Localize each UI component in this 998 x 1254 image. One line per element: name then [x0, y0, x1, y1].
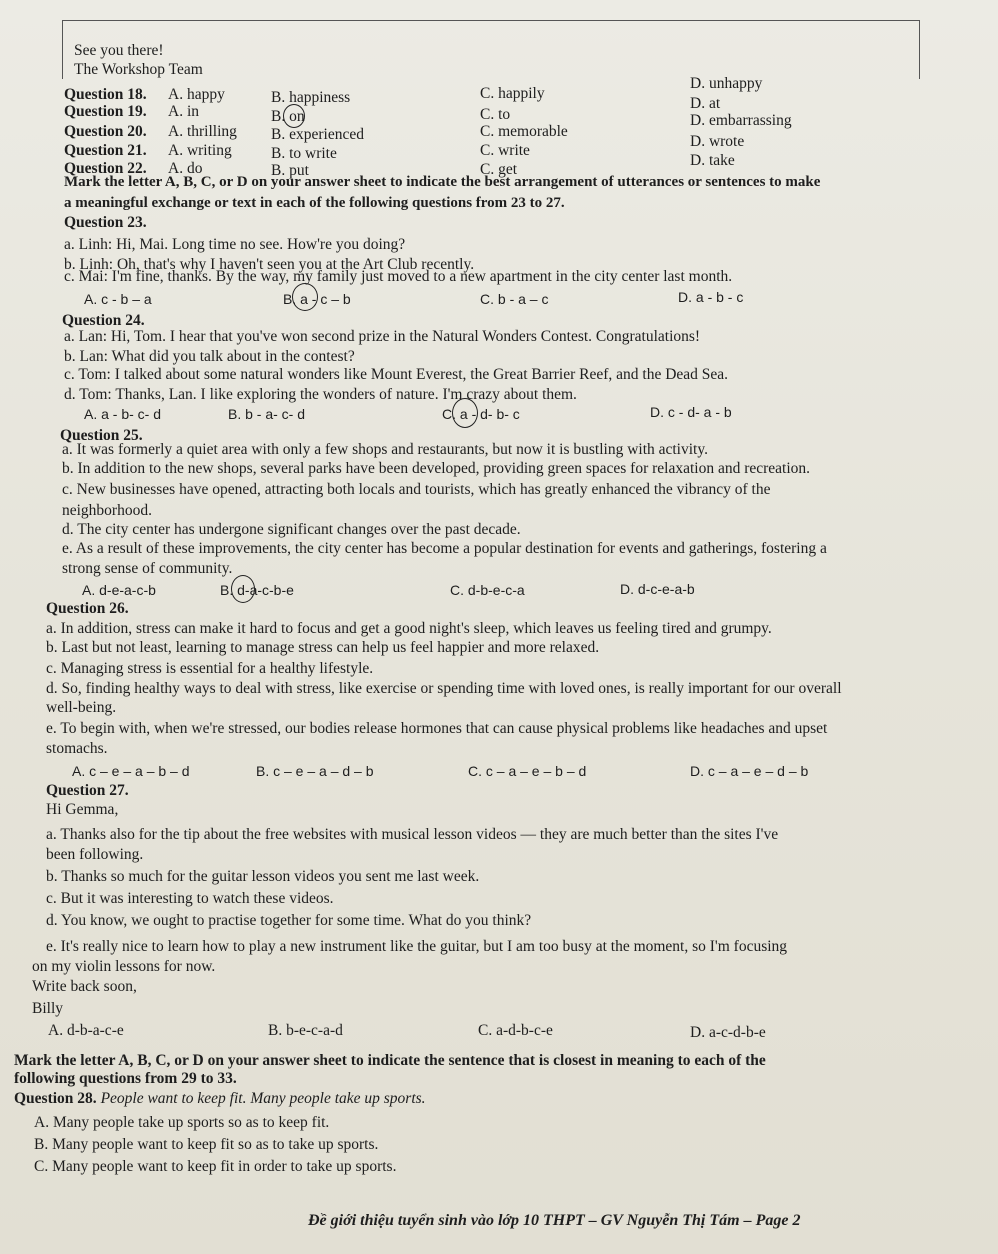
q24-line-a: a. Lan: Hi, Tom. I hear that you've won second prize in the Natural Wonders Contest. Congratulations! [64, 328, 701, 345]
q28-option-c[interactable]: C. Many people want to keep fit in order to take up sports. [34, 1158, 397, 1175]
q18-option-b[interactable]: B. happiness [271, 89, 351, 106]
q24-line-d: d. Tom: Thanks, Lan. I like exploring the wonders of nature. I'm crazy about them. [64, 386, 577, 403]
q25-line-a: a. It was formerly a quiet area with only a few shops and restaurants, but now it is bustling with activity. [62, 441, 708, 458]
q24-option-b[interactable]: B. b - a- c- d [228, 406, 306, 422]
q24-line-b: b. Lan: What did you talk about in the contest? [64, 348, 355, 365]
q20-option-b[interactable]: B. experienced [271, 126, 364, 143]
instruction-23-27-line-1: Mark the letter A, B, C, or D on your answer sheet to indicate the best arrangement of utterances or sentences to make [64, 174, 821, 190]
q21-label: Question 21. [64, 142, 147, 159]
q18-option-a[interactable]: A. happy [168, 86, 225, 103]
q21-option-d[interactable]: D. wrote [690, 133, 745, 150]
q27-closing: Write back soon, [32, 978, 137, 995]
q28-option-b[interactable]: B. Many people want to keep fit so as to take up sports. [34, 1136, 379, 1153]
q19-answer-circle [283, 104, 305, 128]
q26-line-c: c. Managing stress is essential for a healthy lifestyle. [46, 660, 374, 677]
q23-line-c: c. Mai: I'm fine, thanks. By the way, my family just moved to a new apartment in the city center last month. [64, 268, 733, 285]
q24-option-d[interactable]: D. c - d- a - b [650, 404, 732, 420]
q27-option-d[interactable]: D. a-c-d-b-e [690, 1024, 766, 1041]
q27-line-e: e. It's really nice to learn how to play a new instrument like the guitar, but I am too busy at the moment, so I'm focusing [46, 938, 788, 955]
q27-signature: Billy [32, 1000, 64, 1017]
q25-option-c[interactable]: C. d-b-e-c-a [450, 582, 525, 598]
q26-line-d-cont: well-being. [46, 699, 117, 716]
q26-option-c[interactable]: C. c – a – e – b – d [468, 763, 587, 779]
q27-line-a-cont: been following. [46, 846, 144, 863]
q28-text: People want to keep fit. Many people take up sports. [100, 1090, 426, 1107]
q19-option-a[interactable]: A. in [168, 103, 199, 120]
q22-option-b[interactable]: B. put [271, 162, 309, 179]
q25-line-c-cont: neighborhood. [62, 502, 152, 519]
q26-title: Question 26. [46, 600, 129, 617]
q25-line-d: d. The city center has undergone significant changes over the past decade. [62, 521, 521, 538]
q22-option-d[interactable]: D. take [690, 152, 735, 169]
q23-answer-circle [292, 283, 318, 311]
q27-greeting: Hi Gemma, [46, 801, 119, 818]
q21-option-b[interactable]: B. to write [271, 145, 337, 162]
q18-label: Question 18. [64, 86, 147, 103]
q24-option-c[interactable]: C. a - d- b- c [442, 406, 520, 422]
q18-option-c[interactable]: C. happily [480, 85, 545, 102]
q26-line-a: a. In addition, stress can make it hard to focus and get a good night's sleep, which leaves us feeling tired and grumpy. [46, 620, 772, 637]
q22-option-c[interactable]: C. get [480, 161, 518, 178]
instruction-23-27-line-2: a meaningful exchange or text in each of the following questions from 23 to 27. [64, 195, 565, 211]
q27-line-e-cont: on my violin lessons for now. [32, 958, 216, 975]
q25-line-c: c. New businesses have opened, attracting both locals and tourists, which has greatly enhanced the vibrancy of the [62, 481, 771, 498]
q23-option-c[interactable]: C. b - a – c [480, 291, 549, 307]
q21-option-a[interactable]: A. writing [168, 142, 232, 159]
q23-option-a[interactable]: A. c - b – a [84, 291, 152, 307]
q19-option-d[interactable]: D. at [690, 95, 721, 112]
q22-label: Question 22. [64, 160, 147, 177]
q25-line-e: e. As a result of these improvements, the city center has become a popular destination for events and gatherings, fostering a [62, 540, 827, 557]
q27-option-a[interactable]: A. d-b-a-c-e [48, 1022, 124, 1039]
q19-label: Question 19. [64, 103, 147, 120]
signoff-line-1: See you there! [74, 42, 164, 59]
q27-option-b[interactable]: B. b-e-c-a-d [268, 1022, 343, 1039]
q24-title: Question 24. [62, 312, 145, 329]
q25-answer-circle [231, 575, 255, 603]
q20-option-c[interactable]: C. memorable [480, 123, 568, 140]
q27-title: Question 27. [46, 782, 129, 799]
q23-option-d[interactable]: D. a - b - c [678, 289, 744, 305]
q26-option-d[interactable]: D. c – a – e – d – b [690, 763, 809, 779]
q22-option-a[interactable]: A. do [168, 160, 203, 177]
signoff-line-2: The Workshop Team [74, 61, 203, 78]
q19-option-b[interactable]: B. on [271, 108, 305, 125]
q26-line-e-cont: stomachs. [46, 740, 108, 757]
instruction-29-33-line-2: following questions from 29 to 33. [14, 1070, 237, 1087]
page-footer: Đề giới thiệu tuyển sinh vào lớp 10 THPT – GV Nguyễn Thị Tám – Page 2 [308, 1212, 801, 1229]
q23-option-b[interactable]: B. a - c – b [283, 291, 351, 307]
q23-title: Question 23. [64, 214, 147, 231]
q23-line-b: b. Linh: Oh, that's why I haven't seen you at the Art Club recently. [64, 256, 475, 273]
q27-line-b: b. Thanks so much for the guitar lesson videos you sent me last week. [46, 868, 480, 885]
q18-option-d[interactable]: D. unhappy [690, 75, 763, 92]
q20-option-a[interactable]: A. thrilling [168, 123, 237, 140]
q25-option-a[interactable]: A. d-e-a-c-b [82, 582, 156, 598]
q27-option-c[interactable]: C. a-d-b-c-e [478, 1022, 553, 1039]
q28-label: Question 28. [14, 1090, 97, 1107]
q20-option-d[interactable]: D. embarrassing [690, 112, 792, 129]
q19-option-c[interactable]: C. to [480, 106, 511, 123]
q20-label: Question 20. [64, 123, 147, 140]
q25-option-b[interactable]: B. d-a-c-b-e [220, 582, 294, 598]
q21-option-c[interactable]: C. write [480, 142, 530, 159]
q25-option-d[interactable]: D. d-c-e-a-b [620, 581, 695, 597]
q24-answer-circle [452, 398, 478, 428]
q23-line-a: a. Linh: Hi, Mai. Long time no see. How're you doing? [64, 236, 406, 253]
q26-line-e: e. To begin with, when we're stressed, our bodies release hormones that can cause physical problems like headaches and upset [46, 720, 828, 737]
q26-option-b[interactable]: B. c – e – a – d – b [256, 763, 374, 779]
q25-title: Question 25. [60, 427, 143, 444]
q27-line-a: a. Thanks also for the tip about the free websites with musical lesson videos — they are much better than the sites I've [46, 826, 779, 843]
q25-line-b: b. In addition to the new shops, several parks have been developed, providing green spaces for relaxation and recreation. [62, 460, 811, 477]
q24-line-c: c. Tom: I talked about some natural wonders like Mount Everest, the Great Barrier Reef, and the Dead Sea. [64, 366, 729, 383]
q27-line-c: c. But it was interesting to watch these videos. [46, 890, 334, 907]
q26-option-a[interactable]: A. c – e – a – b – d [72, 763, 190, 779]
q25-line-e-cont: strong sense of community. [62, 560, 233, 577]
q28-option-a[interactable]: A. Many people take up sports so as to keep fit. [34, 1114, 330, 1131]
q27-line-d: d. You know, we ought to practise together for some time. What do you think? [46, 912, 532, 929]
q26-line-b: b. Last but not least, learning to manage stress can help us feel happier and more relaxed. [46, 639, 600, 656]
q26-line-d: d. So, finding healthy ways to deal with stress, like exercise or spending time with loved ones, is really important for our overall [46, 680, 842, 697]
instruction-29-33-line-1: Mark the letter A, B, C, or D on your answer sheet to indicate the sentence that is closest in meaning to each of the [14, 1052, 766, 1069]
q28-stem [14, 1090, 426, 1108]
q24-option-a[interactable]: A. a - b- c- d [84, 406, 162, 422]
